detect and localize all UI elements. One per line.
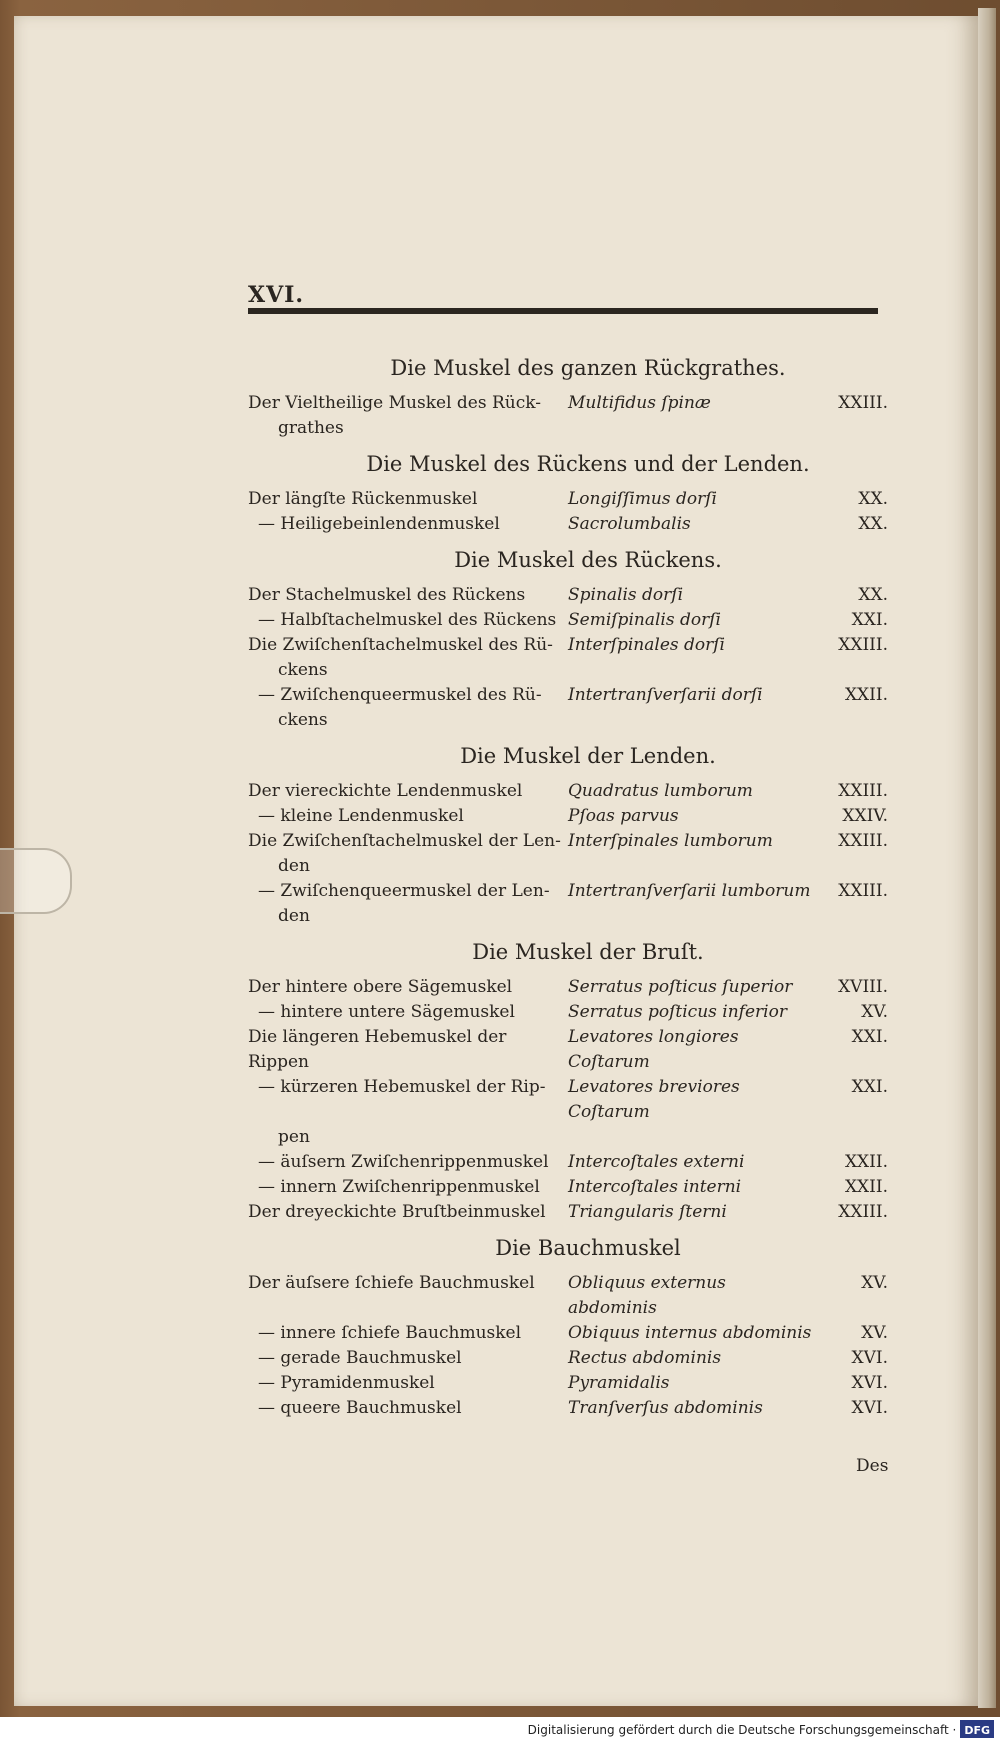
- german-name: pen: [278, 1127, 310, 1147]
- table-row: [248, 1075, 888, 1125]
- plate-number: XVIII.: [838, 977, 888, 997]
- section-title: Die Muskel des Rückens.: [454, 548, 722, 572]
- plate-number: XXII.: [844, 685, 888, 705]
- latin-name: Sacrolumbalis: [568, 514, 691, 534]
- german-name: Die Zwiſchenſtachelmuskel der Len-: [248, 831, 561, 851]
- latin-name: Triangularis ſterni: [568, 1202, 727, 1222]
- plate-number: [821, 1125, 888, 1150]
- plate-number: XV.: [861, 1323, 888, 1343]
- table-row: [248, 1371, 888, 1396]
- plate-number: XXIII.: [838, 831, 888, 851]
- latin-name: Spinalis dorſi: [568, 585, 684, 605]
- latin-name: Intertranſverſarii dorſi: [568, 685, 763, 705]
- plate-number: XV.: [861, 1273, 888, 1293]
- latin-name: Levatores breviores Coſtarum: [568, 1077, 740, 1122]
- plate-number: XXII.: [844, 1177, 888, 1197]
- muscle-table: [248, 345, 888, 1421]
- latin-name: Longiſſimus dorſi: [568, 489, 717, 509]
- german-name: Der Vieltheilige Muskel des Rück-: [248, 393, 542, 413]
- table-row: [248, 1271, 888, 1321]
- latin-name: [583, 1125, 821, 1150]
- dfg-logo: DFG: [960, 1720, 994, 1738]
- plate-number: XXIII.: [838, 1202, 888, 1222]
- table-row: [248, 879, 888, 904]
- plate-number: XX.: [858, 585, 888, 605]
- plate-number: XX.: [858, 514, 888, 534]
- table-row: [248, 1321, 888, 1346]
- table-row: [248, 583, 888, 608]
- section-title: Die Muskel des ganzen Rückgrathes.: [390, 356, 786, 380]
- table-row: [248, 633, 888, 658]
- plate-number: XV.: [861, 1002, 888, 1022]
- plate-number: XXI.: [851, 1077, 888, 1097]
- german-name: ckens: [278, 660, 328, 680]
- page-edge: [978, 8, 996, 1708]
- german-name: — Zwiſchenqueermuskel des Rü-: [258, 685, 542, 705]
- latin-name: Pſoas parvus: [568, 806, 679, 826]
- german-name: ckens: [278, 710, 328, 730]
- german-name: — innere ſchiefe Bauchmuskel: [258, 1323, 522, 1343]
- latin-name: Semiſpinalis dorſi: [568, 610, 721, 630]
- german-name: — Halbſtachelmuskel des Rückens: [258, 610, 557, 630]
- latin-name: Serratus poſticus ſuperior: [568, 977, 793, 997]
- latin-name: Levatores longiores Coſtarum: [568, 1027, 739, 1072]
- plate-number: XXIII.: [838, 781, 888, 801]
- latin-name: Intercoſtales interni: [568, 1177, 742, 1197]
- page-clip: [0, 848, 72, 914]
- table-row: [248, 683, 888, 708]
- latin-name: Intercoſtales externi: [568, 1152, 745, 1172]
- german-name: Der viereckichte Lendenmuskel: [248, 781, 523, 801]
- table-row: [248, 1175, 888, 1200]
- catchword: Des: [856, 1456, 889, 1476]
- plate-number: XXI.: [851, 610, 888, 630]
- table-row: [248, 416, 888, 441]
- table-row: [248, 1125, 888, 1150]
- page-number: XVI.: [248, 282, 305, 308]
- table-row: [248, 1396, 888, 1421]
- footer-bar: [0, 1717, 1000, 1740]
- table-row: [248, 512, 888, 537]
- table-row: [248, 829, 888, 854]
- plate-number: XX.: [858, 489, 888, 509]
- table-row: [248, 904, 888, 929]
- latin-name: Interſpinales dorſi: [568, 635, 725, 655]
- latin-name: Tranſverſus abdominis: [568, 1398, 763, 1418]
- german-name: — Pyramidenmuskel: [258, 1373, 435, 1393]
- german-name: Der hintere obere Sägemuskel: [248, 977, 513, 997]
- german-name: — kleine Lendenmuskel: [258, 806, 464, 826]
- plate-number: [821, 904, 888, 929]
- german-name: den: [278, 906, 310, 926]
- german-name: Der äuſsere ſchiefe Bauchmuskel: [248, 1273, 535, 1293]
- latin-name: [583, 416, 821, 441]
- table-row: [248, 975, 888, 1000]
- latin-name: Rectus abdominis: [568, 1348, 722, 1368]
- table-row: [248, 391, 888, 416]
- table-row: [248, 1346, 888, 1371]
- plate-number: [821, 416, 888, 441]
- german-name: Der dreyeckichte Bruſtbeinmuskel: [248, 1202, 546, 1222]
- latin-name: Obiquus internus abdominis: [568, 1323, 812, 1343]
- header-rule: [248, 308, 878, 314]
- latin-name: [583, 904, 821, 929]
- plate-number: XXIII.: [838, 635, 888, 655]
- footer-text: Digitalisierung gefördert durch die Deutsche Forschungsgemeinschaft ·: [527, 1723, 957, 1737]
- plate-number: [821, 854, 888, 879]
- table-row: [248, 854, 888, 879]
- plate-number: [821, 658, 888, 683]
- latin-name: [583, 658, 821, 683]
- table-row: [248, 487, 888, 512]
- table-row: [248, 1025, 888, 1075]
- latin-name: Pyramidalis: [568, 1373, 670, 1393]
- table-row: [248, 608, 888, 633]
- german-name: den: [278, 856, 310, 876]
- german-name: — äuſsern Zwiſchenrippenmuskel: [258, 1152, 549, 1172]
- table-row: [248, 1150, 888, 1175]
- plate-number: XXII.: [844, 1152, 888, 1172]
- table-row: [248, 658, 888, 683]
- german-name: Der längſte Rückenmuskel: [248, 489, 478, 509]
- german-name: grathes: [278, 418, 344, 438]
- german-name: Die Zwiſchenſtachelmuskel des Rü-: [248, 635, 553, 655]
- table-row: [248, 779, 888, 804]
- section-title: Die Muskel der Lenden.: [460, 744, 716, 768]
- plate-number: XXI.: [851, 1027, 888, 1047]
- section-title: Die Bauchmuskel: [495, 1236, 681, 1260]
- plate-number: XXIV.: [842, 806, 888, 826]
- latin-name: Multifidus ſpinæ: [568, 393, 711, 413]
- german-name: Die längeren Hebemuskel der Rippen: [248, 1027, 507, 1072]
- german-name: — Heiligebeinlendenmuskel: [258, 514, 500, 534]
- german-name: — innern Zwiſchenrippenmuskel: [258, 1177, 540, 1197]
- page-header: [248, 278, 878, 314]
- plate-number: XVI.: [851, 1398, 888, 1418]
- latin-name: [583, 708, 821, 733]
- german-name: Der Stachelmuskel des Rückens: [248, 585, 526, 605]
- section-title: Die Muskel des Rückens und der Lenden.: [366, 452, 810, 476]
- latin-name: Intertranſverſarii lumborum: [568, 881, 811, 901]
- plate-number: XVI.: [851, 1348, 888, 1368]
- section-title: Die Muskel der Bruſt.: [472, 940, 704, 964]
- german-name: — hintere untere Sägemuskel: [258, 1002, 515, 1022]
- latin-name: Serratus poſticus inferior: [568, 1002, 787, 1022]
- latin-name: Interſpinales lumborum: [568, 831, 773, 851]
- plate-number: XVI.: [851, 1373, 888, 1393]
- plate-number: [821, 708, 888, 733]
- table-row: [248, 1200, 888, 1225]
- table-row: [248, 804, 888, 829]
- latin-name: Quadratus lumborum: [568, 781, 753, 801]
- table-row: [248, 1000, 888, 1025]
- latin-name: Obliquus externus abdominis: [568, 1273, 726, 1318]
- german-name: — gerade Bauchmuskel: [258, 1348, 462, 1368]
- german-name: — queere Bauchmuskel: [258, 1398, 462, 1418]
- german-name: — Zwiſchenqueermuskel der Len-: [258, 881, 550, 901]
- german-name: — kürzeren Hebemuskel der Rip-: [258, 1077, 546, 1097]
- latin-name: [583, 854, 821, 879]
- plate-number: XXIII.: [838, 881, 888, 901]
- table-row: [248, 708, 888, 733]
- plate-number: XXIII.: [838, 393, 888, 413]
